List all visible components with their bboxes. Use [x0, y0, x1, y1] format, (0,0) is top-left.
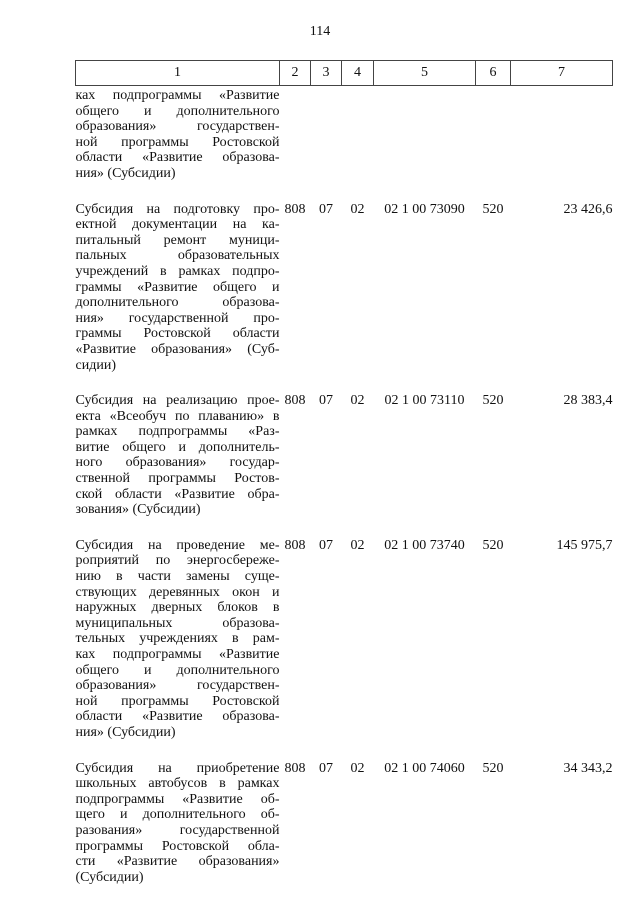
description-line: муниципальных образова- [75, 615, 280, 631]
description-line: пальных образовательных [75, 248, 280, 264]
col-header-5: 5 [374, 61, 476, 86]
table-row [76, 387, 613, 532]
description-line: ной программы Ростовской [75, 693, 280, 709]
section-code: 07 [319, 201, 333, 217]
description-line: ного образования» государ- [75, 455, 280, 471]
description-line: учреждений в рамках подпро- [75, 263, 280, 279]
table-row [76, 532, 613, 755]
description-line: Субсидия на проведение ме- [75, 537, 280, 553]
target-article-code: 02 1 00 73110 [384, 393, 465, 409]
description-line: образования» государствен- [75, 119, 280, 135]
col-header-1: 1 [76, 61, 280, 86]
ministry-code: 808 [284, 201, 306, 217]
description-line: разования» государственной [75, 822, 280, 838]
description-line: ектной документации на ка- [75, 217, 280, 233]
description-line: ской области «Развитие обра- [75, 486, 280, 502]
table-row [76, 755, 613, 900]
amount-value: 145 975,7 [556, 537, 613, 553]
description-line: ния» государственной про- [75, 310, 280, 326]
description-line: граммы Ростовской области [75, 326, 280, 342]
description-line: Субсидия на подготовку про- [75, 201, 280, 217]
amount-value: 28 383,4 [563, 393, 613, 409]
description-line: ствующих деревянных окон и [75, 584, 280, 600]
description-line: нию в части замены суще- [75, 569, 280, 585]
col-header-3: 3 [311, 61, 342, 86]
description-line: питальный ремонт муници- [75, 232, 280, 248]
description-line: общего и дополнительного [75, 103, 280, 119]
subsection-code [342, 86, 374, 196]
description-line: ках подпрограммы «Развитие [75, 647, 280, 662]
expense-type-code: 520 [482, 393, 504, 409]
description-line: подпрограммы «Развитие об- [75, 791, 280, 807]
section-code: 07 [319, 393, 333, 409]
section-code: 07 [319, 537, 333, 553]
subsection-code: 02 [350, 393, 365, 409]
description-line: наружных дверных блоков в [75, 600, 280, 616]
description-line: граммы «Развитие общего и [75, 279, 280, 295]
row-description [76, 532, 280, 755]
col-header-2: 2 [280, 61, 311, 86]
row-description [76, 755, 280, 900]
description-line: екта «Всеобуч по плаванию» в [75, 408, 280, 424]
col-header-4: 4 [342, 61, 374, 86]
section-code: 07 [319, 760, 333, 776]
description-line: образования» государствен- [75, 678, 280, 694]
header-row [76, 61, 613, 86]
description-line: ной программы Ростовской [75, 134, 280, 150]
ministry-code: 808 [284, 393, 306, 409]
amount-value [511, 86, 613, 196]
description-line: щего и дополнительного об- [75, 807, 280, 823]
description-line: тельных учреждениях в рам- [75, 631, 280, 647]
description-line: роприятий по энергосбереже- [75, 553, 280, 569]
section-code [311, 86, 342, 196]
expense-type-code [476, 86, 511, 196]
target-article-code: 02 1 00 73740 [384, 537, 465, 553]
description-line: витие общего и дополнитель- [75, 439, 280, 455]
amount-value: 23 426,6 [563, 201, 613, 217]
description-line: Субсидия на приобретение [75, 760, 280, 776]
expense-type-code: 520 [482, 760, 504, 776]
row-description [76, 387, 280, 532]
description-line: ственной программы Ростов- [75, 471, 280, 487]
description-line: Субсидия на реализацию проe- [75, 393, 280, 409]
description-line: ках подпрограммы «Развитие [75, 88, 280, 103]
table-row [76, 196, 613, 388]
description-line: зования» (Субсидии) [75, 502, 201, 518]
expense-type-code: 520 [482, 201, 504, 217]
ministry-code: 808 [284, 760, 306, 776]
subsection-code: 02 [350, 537, 365, 553]
ministry-code [280, 86, 311, 196]
description-line: школьных автобусов в рамках [75, 776, 280, 792]
description-line: «Развитие образования» (Суб- [75, 341, 280, 357]
description-line: общего и дополнительного [75, 662, 280, 678]
description-line: ния» (Субсидии) [75, 724, 176, 740]
description-line: (Субсидии) [75, 869, 144, 885]
description-line: рамках подпрограммы «Раз- [75, 424, 280, 440]
description-line: сидии) [75, 357, 116, 373]
description-line: сти «Развитие образования» [75, 854, 280, 870]
description-line: дополнительного образова- [75, 295, 280, 311]
target-article-code: 02 1 00 74060 [384, 760, 465, 776]
page-number: 114 [309, 24, 331, 39]
subsection-code: 02 [350, 760, 365, 776]
subsection-code: 02 [350, 201, 365, 217]
description-line: области «Развитие образова- [75, 709, 280, 725]
table-row [76, 86, 613, 196]
ministry-code: 808 [284, 537, 306, 553]
col-header-6: 6 [476, 61, 511, 86]
description-line: программы Ростовской обла- [75, 838, 280, 854]
target-article-code: 02 1 00 73090 [384, 201, 465, 217]
target-article-code [374, 86, 476, 196]
expense-type-code: 520 [482, 537, 504, 553]
amount-value: 34 343,2 [563, 760, 613, 776]
description-line: ния» (Субсидии) [75, 165, 176, 181]
row-description [76, 86, 280, 196]
description-line: области «Развитие образова- [75, 150, 280, 166]
col-header-7: 7 [511, 61, 613, 86]
row-description [76, 196, 280, 388]
budget-table [75, 60, 613, 899]
